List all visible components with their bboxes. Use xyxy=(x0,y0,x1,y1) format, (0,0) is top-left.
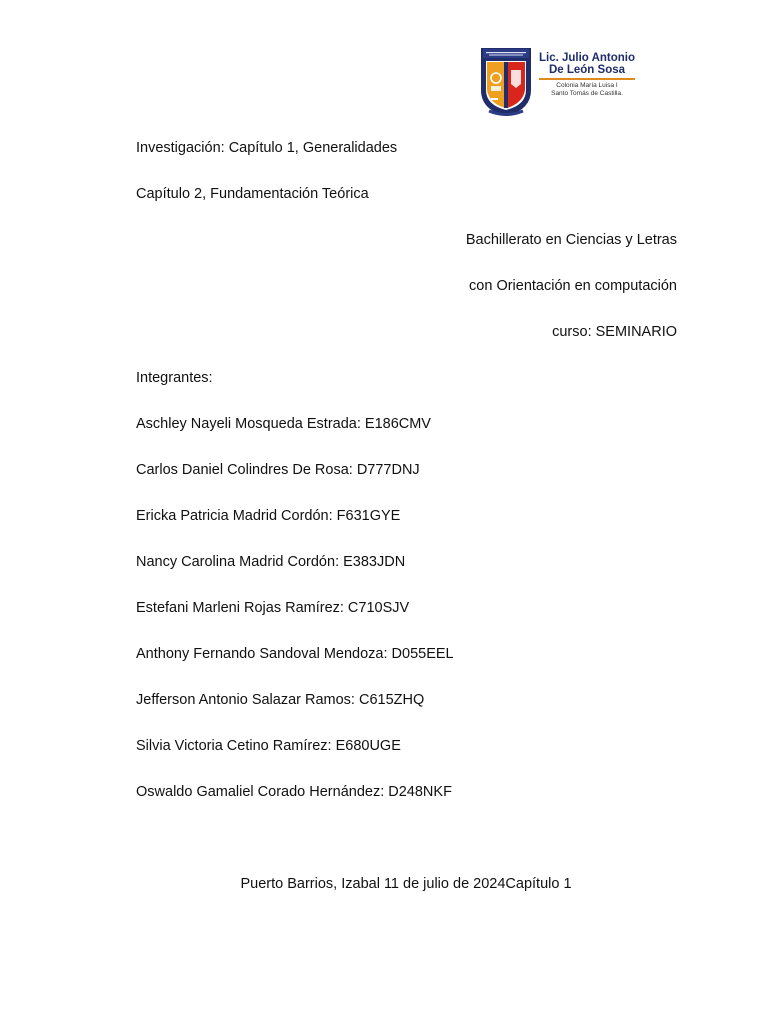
school-seal-icon xyxy=(477,44,535,118)
logo-place-line1: Colonia María Luisa I xyxy=(556,82,618,89)
logo-place-line2: Santo Tomás de Castilla. xyxy=(551,90,623,97)
topic-line-1: Investigación: Capítulo 1, Generalidades xyxy=(136,140,398,156)
member-item: Aschley Nayeli Mosqueda Estrada: E186CMV xyxy=(136,416,431,432)
member-item: Ericka Patricia Madrid Cordón: F631GYE xyxy=(136,508,401,524)
program-line-2: con Orientación en computación xyxy=(469,278,677,294)
school-logo xyxy=(477,44,637,118)
member-item: Oswaldo Gamaliel Corado Hernández: D248NKF xyxy=(136,784,452,800)
member-item: Carlos Daniel Colindres De Rosa: D777DNJ xyxy=(136,462,420,478)
member-item: Silvia Victoria Cetino Ramírez: E680UGE xyxy=(136,738,401,754)
program-line-1: Bachillerato en Ciencias y Letras xyxy=(465,232,677,248)
course-line: curso: SEMINARIO xyxy=(552,324,677,340)
logo-name-line1: Lic. Julio Antonio xyxy=(538,52,636,64)
member-item: Nancy Carolina Madrid Cordón: E383JDN xyxy=(136,554,406,570)
topic-line-2: Capítulo 2, Fundamentación Teórica xyxy=(136,186,369,202)
member-item: Anthony Fernando Sandoval Mendoza: D055EEL xyxy=(136,646,454,662)
logo-divider xyxy=(539,78,635,80)
logo-text xyxy=(537,52,637,98)
member-item: Estefani Marleni Rojas Ramírez: C710SJV xyxy=(136,600,410,616)
place-date-line: Puerto Barrios, Izabal 11 de julio de 2024Capítulo 1 xyxy=(240,876,572,892)
members-heading: Integrantes: xyxy=(136,370,213,386)
member-item: Jefferson Antonio Salazar Ramos: C615ZHQ xyxy=(136,692,425,708)
logo-name-line2: De León Sosa xyxy=(548,64,626,76)
